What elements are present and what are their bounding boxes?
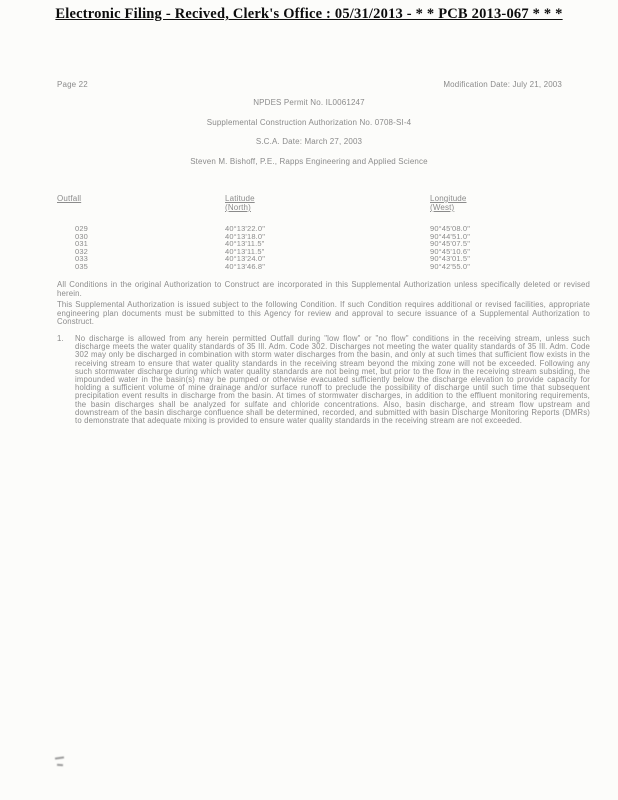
latitude-value: 40°13'18.0" bbox=[225, 231, 266, 241]
outfall-id: 033 bbox=[75, 254, 88, 263]
outfall-id: 031 bbox=[75, 239, 88, 248]
table-row bbox=[57, 263, 557, 271]
table-row bbox=[57, 248, 557, 256]
condition-1 bbox=[57, 335, 590, 425]
engineer-line: Steven M. Bishoff, P.E., Rapps Engineering and Applied Science bbox=[190, 156, 428, 166]
outfall-id: 029 bbox=[75, 224, 88, 233]
scan-artifact bbox=[55, 756, 64, 759]
outfall-table bbox=[57, 194, 557, 270]
scan-artifact bbox=[57, 764, 63, 766]
column-header-longitude: Longitude (West) bbox=[430, 194, 467, 212]
modification-date: Modification Date: July 21, 2003 bbox=[443, 80, 562, 89]
outfall-id: 032 bbox=[75, 246, 88, 256]
filing-stamp: Electronic Filing - Recived, Clerk's Office : 05/31/2013 - * * PCB 2013-067 * * * bbox=[55, 6, 563, 22]
longitude-value: 90°45'10.6" bbox=[430, 246, 471, 256]
meta-row bbox=[57, 80, 562, 89]
column-header-outfall: Outfall bbox=[57, 194, 82, 203]
longitude-value: 90°43'01.5" bbox=[430, 254, 471, 263]
table-body bbox=[57, 225, 557, 270]
permit-number-line: NPDES Permit No. IL0061247 bbox=[253, 98, 365, 107]
condition-text: No discharge is allowed from any herein permitted Outfall during "low flow" or "no flow" conditions in the receiving stream, unless such discharge meets the water quality standards of 35 Ill. Adm. Code 302. Discharges not meeting the water quality standards of 35 Ill. Adm. Code 302 may only be discharged in combination with storm water discharges from the basin, and only at such times that sufficient flow exists in the receiving stream to ensure that water quality standards in the receiving stream beyond the mixing zone will not be exceeded. Following any such stormwater discharge during which water quality standards are not being met, but prior to the flow in the receiving stream subsiding, the impounded water in the basin(s) may be pumped or otherwise evacuated sufficiently below the discharge elevation to provide capacity for holding a sufficient volume of mine drainage and/or surface runoff to preclude the possibility of discharge until such time that subsequent precipitation event results in discharge from the basin. At times of stormwater discharges, in addition to the effluent monitoring requirements, the basin discharges shall be analyzed for sulfate and chloride concentrations. Also, basin discharge, and stream flow upstream and downstream of the basin discharge confluence shall be determined, recorded, and submitted with basin Discharge Monitoring Reports (DMRs) to demonstrate that adequate mixing is provided to ensure water quality standards in the receiving stream are not exceeded. bbox=[75, 334, 590, 426]
table-row bbox=[57, 255, 557, 263]
document-titles bbox=[0, 98, 618, 176]
condition-number: 1. bbox=[57, 334, 64, 343]
page-number: Page 22 bbox=[57, 80, 88, 89]
latitude-value: 40°13'46.8" bbox=[225, 261, 266, 271]
latitude-value: 40°13'11.5" bbox=[225, 246, 265, 256]
table-row bbox=[57, 233, 557, 241]
authorization-subject-paragraph: This Supplemental Authorization is issued subject to the following Condition. If such Condition requires additional or revised facilities, appropriate engineering plan documents must be submitted to this Agency for review and approval to secure issuance of a Supplemental Authorization to Construct. bbox=[57, 300, 590, 327]
longitude-value: 90°42'55.0" bbox=[430, 261, 471, 271]
latitude-value: 40°13'24.0" bbox=[225, 254, 266, 263]
table-row bbox=[57, 240, 557, 248]
longitude-value: 90°45'08.0" bbox=[430, 224, 471, 233]
longitude-value: 90°45'07.5" bbox=[430, 239, 471, 248]
column-header-latitude: Latitude (North) bbox=[225, 194, 255, 212]
longitude-value: 90°44'51.0" bbox=[430, 231, 471, 241]
table-row bbox=[57, 225, 557, 233]
latitude-value: 40°13'11.5" bbox=[225, 239, 265, 248]
table-header-row bbox=[57, 194, 557, 212]
outfall-id: 030 bbox=[75, 231, 88, 241]
outfall-id: 035 bbox=[75, 261, 88, 271]
latitude-value: 40°13'22.0" bbox=[225, 224, 266, 233]
conditions-incorporated-paragraph: All Conditions in the original Authorization to Construct are incorporated in this Supplemental Authorization unless specifically deleted or revised herein. bbox=[57, 280, 590, 298]
construction-authorization-line: Supplemental Construction Authorization No. 0708-SI-4 bbox=[206, 117, 412, 127]
sca-date-line: S.C.A. Date: March 27, 2003 bbox=[255, 137, 363, 146]
